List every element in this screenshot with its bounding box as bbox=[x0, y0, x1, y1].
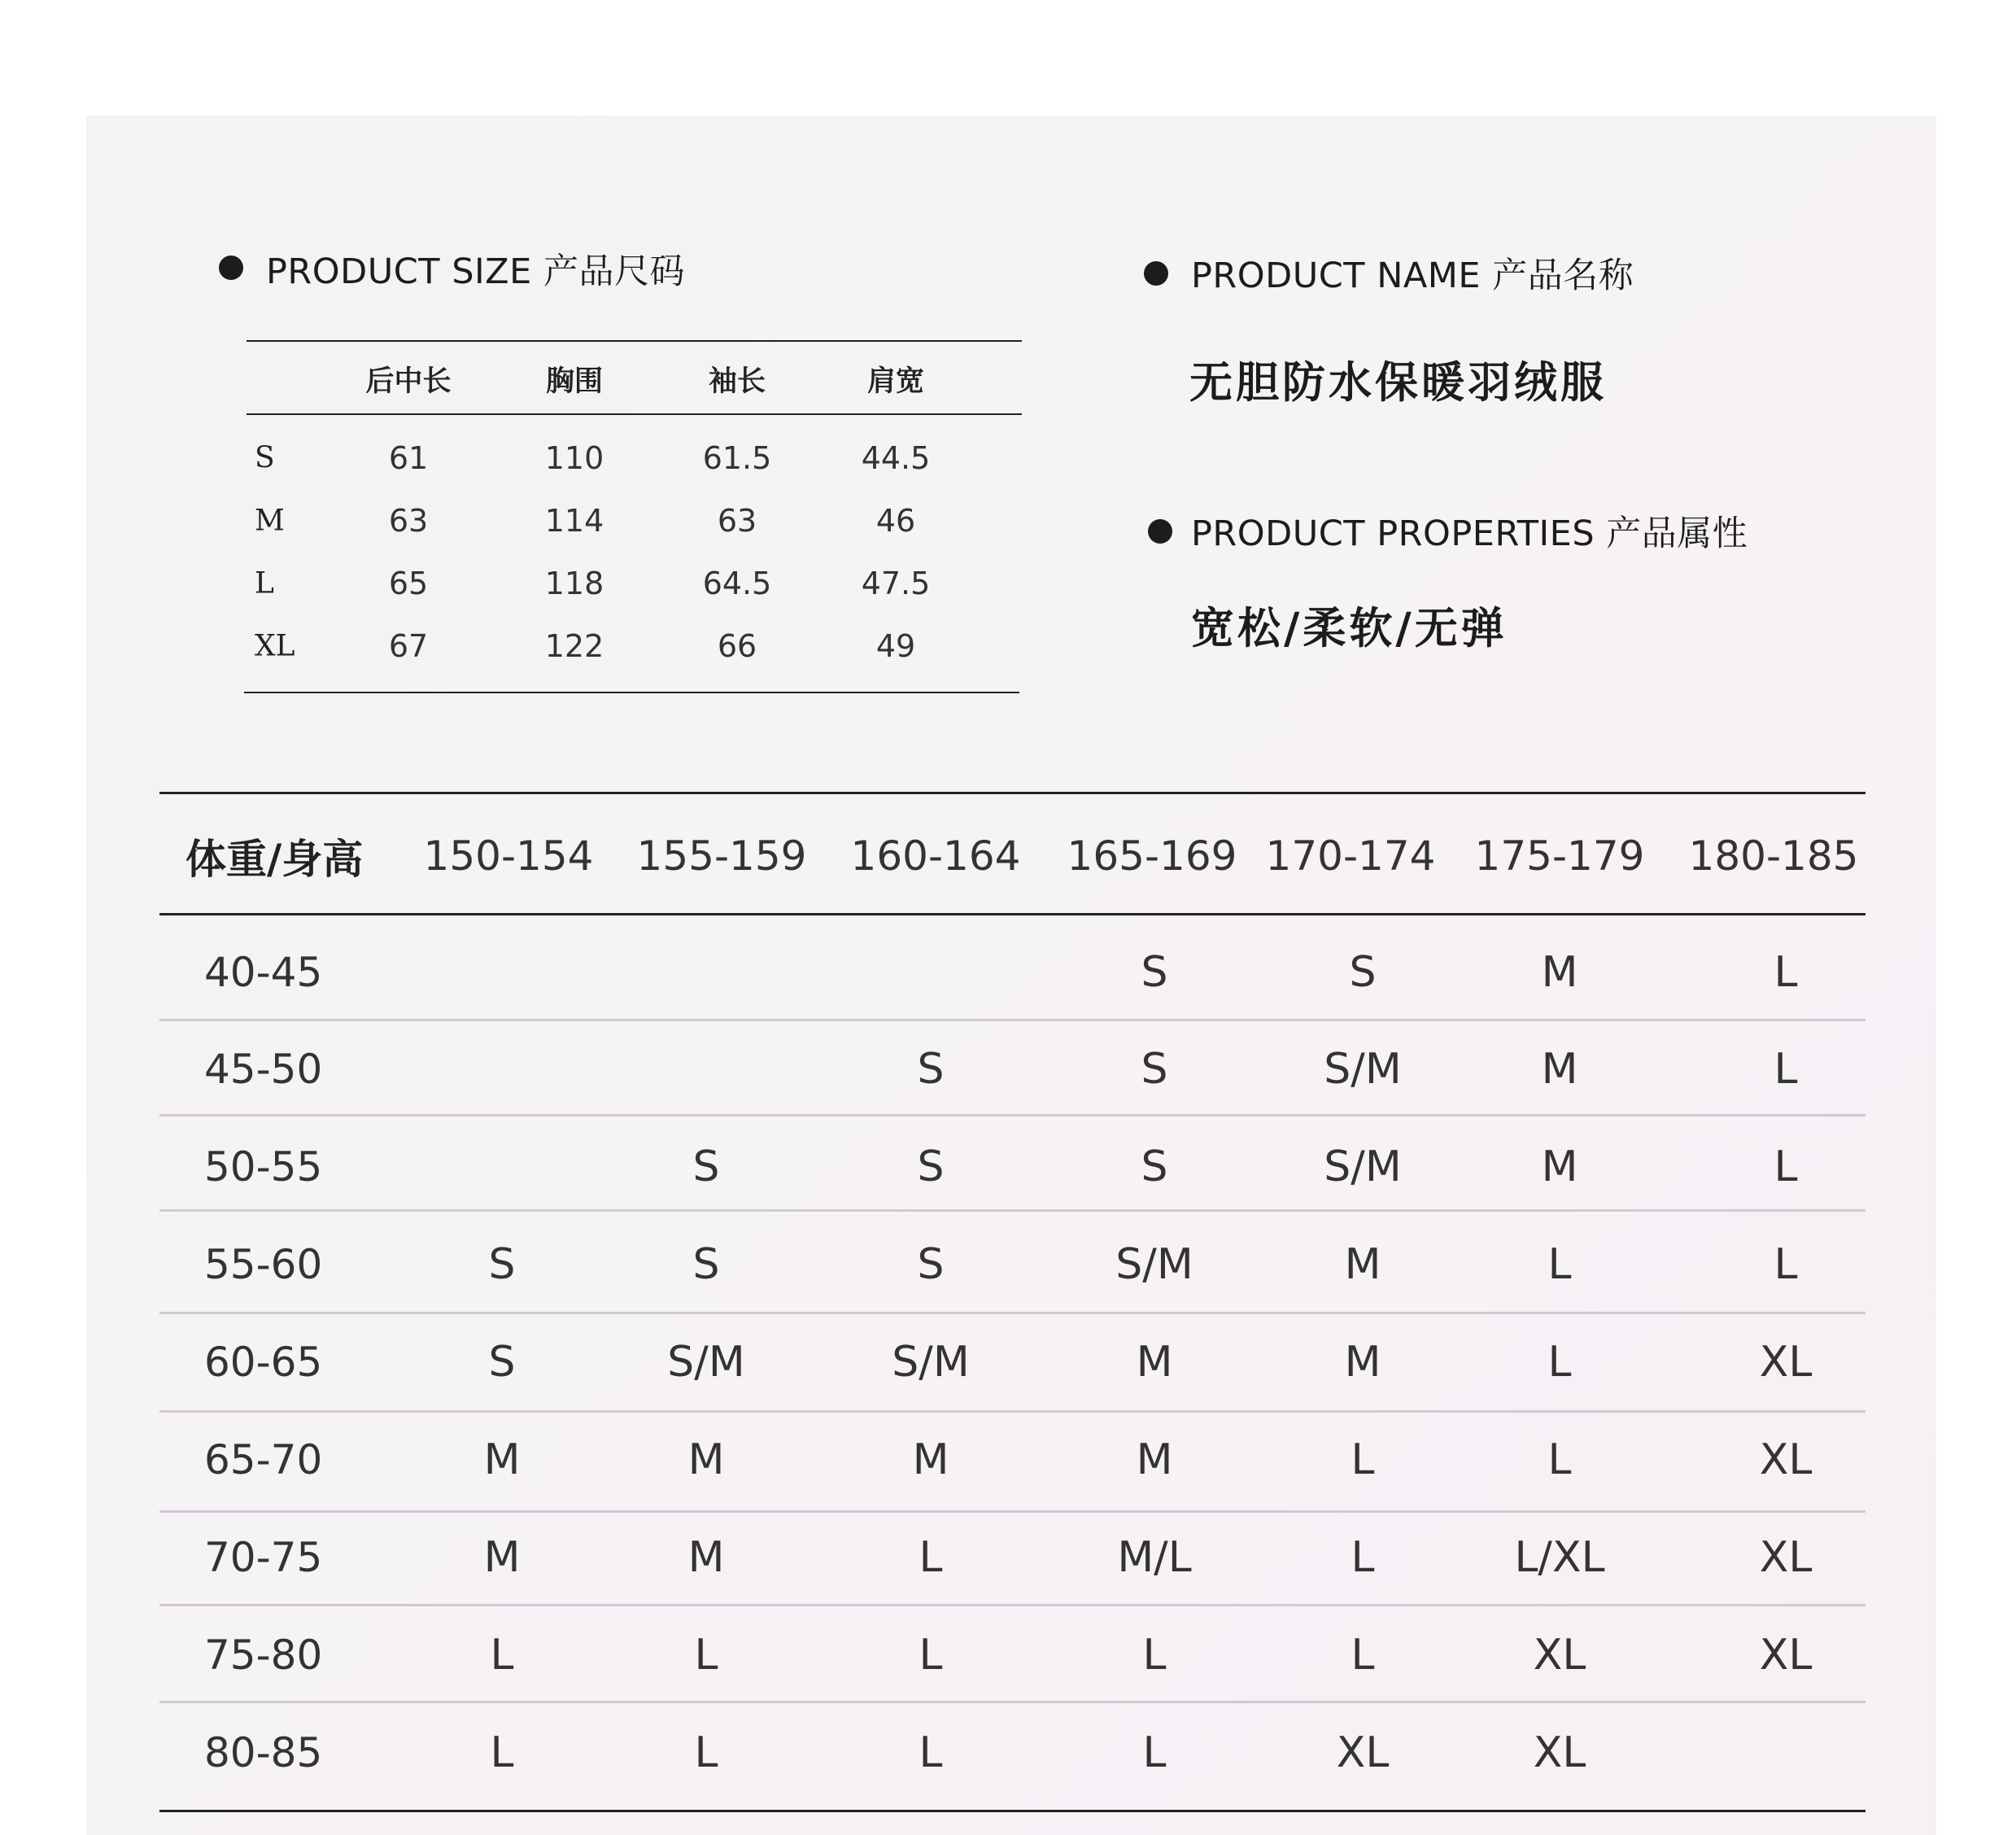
row-divider bbox=[159, 1410, 1865, 1413]
size-cell: L bbox=[1774, 1045, 1798, 1094]
size-cell: M bbox=[1541, 1143, 1578, 1191]
size-label: S bbox=[255, 441, 275, 475]
size-cell: S bbox=[692, 1143, 720, 1191]
size-cell: XL bbox=[1759, 1338, 1813, 1387]
size-cell: S bbox=[1141, 1143, 1168, 1191]
size-cell: S bbox=[1349, 948, 1377, 997]
table-cell: 66 bbox=[717, 628, 757, 664]
column-header: 肩宽 bbox=[866, 365, 925, 398]
size-cell: L/XL bbox=[1514, 1533, 1605, 1582]
size-cell: S/M bbox=[667, 1338, 745, 1387]
size-label: XL bbox=[255, 629, 295, 663]
product-properties-value: 宽松/柔软/无弹 bbox=[1191, 604, 1508, 653]
weight-label: 40-45 bbox=[204, 949, 323, 996]
table-cell: 67 bbox=[388, 628, 429, 664]
size-cell: M bbox=[687, 1533, 725, 1582]
product-properties-title: PRODUCT PROPERTIES 产品属性 bbox=[1191, 513, 1748, 554]
corner-header: 体重/身高 bbox=[185, 836, 364, 883]
size-cell: S bbox=[692, 1240, 720, 1289]
weight-label: 50-55 bbox=[204, 1143, 323, 1191]
row-divider bbox=[159, 1114, 1865, 1116]
weight-label: 45-50 bbox=[204, 1046, 323, 1093]
size-cell: XL bbox=[1759, 1435, 1813, 1484]
product-name-value: 无胆防水保暖羽绒服 bbox=[1189, 358, 1607, 408]
height-header: 155-159 bbox=[636, 832, 807, 880]
size-cell: L bbox=[694, 1728, 718, 1777]
size-cell: S bbox=[917, 1045, 945, 1094]
column-header: 后中长 bbox=[365, 365, 452, 398]
bullet-icon bbox=[1144, 261, 1168, 286]
height-header: 180-185 bbox=[1688, 832, 1859, 880]
weight-label: 55-60 bbox=[204, 1241, 323, 1288]
table-rule bbox=[244, 692, 1019, 693]
column-header: 胸围 bbox=[545, 365, 604, 398]
size-cell: L bbox=[1351, 1533, 1375, 1582]
size-cell: L bbox=[1547, 1338, 1572, 1387]
size-cell: S bbox=[917, 1240, 945, 1289]
size-cell: L bbox=[919, 1728, 943, 1777]
row-divider bbox=[159, 1312, 1865, 1314]
size-label: L bbox=[255, 566, 274, 601]
size-cell: M bbox=[1344, 1240, 1381, 1289]
size-cell: L bbox=[490, 1631, 514, 1680]
size-cell: L bbox=[919, 1533, 943, 1582]
size-cell: L bbox=[1774, 948, 1798, 997]
table-cell: 122 bbox=[544, 628, 604, 664]
size-cell: S/M bbox=[1115, 1240, 1193, 1289]
table-cell: 118 bbox=[544, 566, 604, 601]
table-cell: 65 bbox=[388, 566, 429, 601]
row-divider bbox=[159, 1209, 1865, 1212]
height-header: 150-154 bbox=[423, 832, 594, 880]
table-cell: 63 bbox=[717, 503, 757, 539]
size-cell: L bbox=[1142, 1728, 1167, 1777]
column-header: 袖长 bbox=[708, 365, 766, 398]
size-cell: L bbox=[490, 1728, 514, 1777]
table-rule bbox=[159, 913, 1865, 915]
bullet-icon bbox=[219, 256, 243, 280]
weight-label: 75-80 bbox=[204, 1632, 323, 1679]
size-cell: L bbox=[1547, 1240, 1572, 1289]
height-header: 170-174 bbox=[1265, 832, 1436, 880]
row-divider bbox=[159, 1604, 1865, 1606]
size-cell: L bbox=[1774, 1143, 1798, 1191]
size-cell: M bbox=[1136, 1338, 1173, 1387]
size-cell: M bbox=[912, 1435, 949, 1484]
table-cell: 110 bbox=[544, 440, 604, 476]
size-cell: L bbox=[919, 1631, 943, 1680]
size-label: M bbox=[255, 504, 285, 538]
table-cell: 47.5 bbox=[861, 566, 931, 601]
table-cell: 114 bbox=[544, 503, 604, 539]
size-cell: XL bbox=[1533, 1728, 1586, 1777]
size-cell: L bbox=[1547, 1435, 1572, 1484]
size-cell: XL bbox=[1336, 1728, 1390, 1777]
size-cell: S/M bbox=[1324, 1045, 1402, 1094]
table-rule bbox=[247, 340, 1022, 342]
size-cell: S bbox=[488, 1240, 516, 1289]
size-cell: M bbox=[483, 1533, 521, 1582]
weight-label: 70-75 bbox=[204, 1534, 323, 1581]
row-divider bbox=[159, 1701, 1865, 1703]
size-cell: XL bbox=[1533, 1631, 1586, 1680]
height-header: 160-164 bbox=[850, 832, 1021, 880]
table-cell: 63 bbox=[388, 503, 429, 539]
table-rule bbox=[159, 1810, 1865, 1812]
product-name-title: PRODUCT NAME 产品名称 bbox=[1191, 256, 1634, 296]
size-cell: L bbox=[1351, 1435, 1375, 1484]
table-rule bbox=[247, 413, 1022, 415]
table-rule bbox=[159, 792, 1865, 794]
size-cell: S/M bbox=[1324, 1143, 1402, 1191]
table-cell: 64.5 bbox=[702, 566, 772, 601]
row-divider bbox=[159, 1019, 1865, 1021]
size-cell: L bbox=[1142, 1631, 1167, 1680]
size-cell: M bbox=[1541, 948, 1578, 997]
size-cell: M bbox=[1541, 1045, 1578, 1094]
size-cell: M/L bbox=[1117, 1533, 1192, 1582]
table-cell: 61 bbox=[388, 440, 429, 476]
size-cell: M bbox=[1344, 1338, 1381, 1387]
size-cell: M bbox=[483, 1435, 521, 1484]
size-cell: L bbox=[1774, 1240, 1798, 1289]
height-header: 175-179 bbox=[1474, 832, 1645, 880]
content-panel bbox=[86, 116, 1936, 1835]
bullet-icon bbox=[1148, 519, 1172, 544]
size-cell: XL bbox=[1759, 1631, 1813, 1680]
size-cell: M bbox=[1136, 1435, 1173, 1484]
size-cell: S bbox=[1141, 1045, 1168, 1094]
size-cell: S/M bbox=[892, 1338, 970, 1387]
weight-label: 60-65 bbox=[204, 1339, 323, 1386]
size-cell: XL bbox=[1759, 1533, 1813, 1582]
product-size-title: PRODUCT SIZE 产品尺码 bbox=[266, 251, 685, 292]
weight-label: 65-70 bbox=[204, 1436, 323, 1483]
table-cell: 49 bbox=[875, 628, 916, 664]
weight-label: 80-85 bbox=[204, 1729, 323, 1776]
table-cell: 61.5 bbox=[702, 440, 772, 476]
height-header: 165-169 bbox=[1067, 832, 1237, 880]
size-cell: L bbox=[1351, 1631, 1375, 1680]
size-cell: L bbox=[694, 1631, 718, 1680]
size-cell: S bbox=[917, 1143, 945, 1191]
size-cell: M bbox=[687, 1435, 725, 1484]
size-cell: S bbox=[488, 1338, 516, 1387]
size-cell: S bbox=[1141, 948, 1168, 997]
row-divider bbox=[159, 1510, 1865, 1513]
table-cell: 46 bbox=[875, 503, 916, 539]
table-cell: 44.5 bbox=[861, 440, 931, 476]
